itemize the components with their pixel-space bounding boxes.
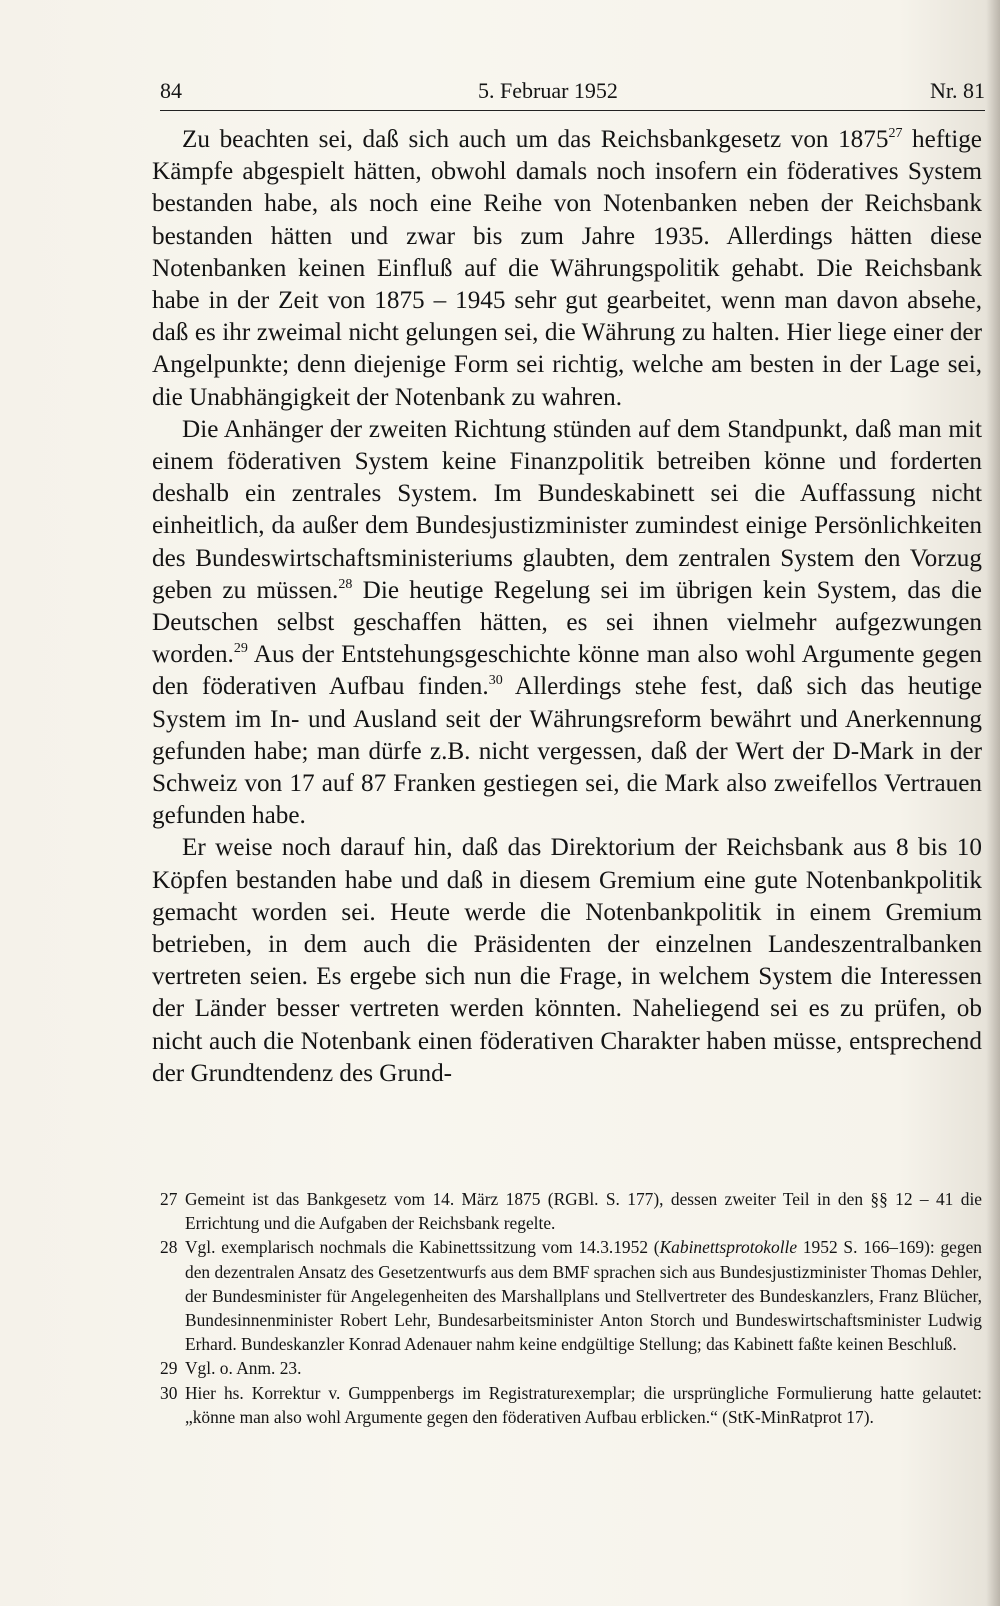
paragraph-text: heftige Kämpfe abgespielt hätten, obwohl damals noch insofern ein föderatives System bestanden habe, als noch eine Reihe von Notenbanken neben der Reichsbank bestanden hätten und zwar bis zum Jahre 1935. Allerdings hätten diese Notenbanken keinen Einfluß auf die Währungspolitik gehabt. Die Reichsbank habe in der Zeit von 1875 – 1945 sehr gut gearbeitet, wenn man davon absehe, daß es ihr zweimal nicht gelungen sei, die Währung zu halten. Hier liege einer der Angelpunkte; denn diejenige Form sei richtig, welche am besten in der Lage sei, die Unabhängigkeit der Notenbank zu wahren.	[152, 126, 982, 411]
page-number: 84	[160, 78, 182, 103]
paragraph	[152, 832, 982, 1090]
paragraph-text: Die Anhänger der zweiten Richtung stünden auf dem Standpunkt, daß man mit einem föderativen System keine Finanzpolitik betreiben könne und forderten deshalb ein zentrales System. Im Bundeskabinett sei die Auffassung nicht einheitlich, da außer dem Bundesjustizminister zumindest einige Persönlichkeiten des Bundeswirtschaftsministeriums glaubten, dem zentralen System den Vorzug geben zu müssen.	[152, 415, 982, 604]
footnote-number: 28	[160, 1237, 178, 1258]
footnote-reference: 27	[888, 126, 903, 141]
footnote	[160, 1235, 982, 1356]
footnote	[160, 1187, 982, 1235]
footnote-reference: 28	[338, 576, 353, 592]
footnote-reference: 30	[488, 673, 503, 689]
footnote-text: Gemeint ist das Bankgesetz vom 14. März 1875 (RGBl. S. 177), dessen zweiter Teil in den §§ 12 – 41 die Errichtung und die Aufgaben der Reichsbank regelte.	[185, 1189, 982, 1234]
footnote-text-part: 1952 S. 166–169): gegen den dezentralen Ansatz des Gesetzentwurfs aus dem BMF sprachen sich aus Bundesjustizminister Thomas Dehler, der Bundesminister für Angelegenheiten des Marshallplans und Stellvertreter des Bundeskanzlers, Franz Blücher, Bundesinnenminister Robert Lehr, Bundesarbeitsminister Anton Storch und Bundeswirtschaftsminister Ludwig Erhard. Bundeskanzler Konrad Adenauer nahm keine endgültige Stellung; das Kabinett faßte keinen Beschluß.	[185, 1237, 982, 1355]
footnote	[160, 1356, 982, 1380]
footnote-number: 29	[160, 1358, 178, 1379]
footnotes	[160, 1187, 982, 1429]
header-date: 5. Februar 1952	[478, 78, 618, 103]
footnote-number: 27	[160, 1189, 178, 1209]
paragraph-text: Aus der Entstehungsgeschichte könne man also wohl Argumente gegen den föderativen Aufbau finden.	[152, 641, 982, 701]
page-edge-shadow	[986, 0, 1000, 1606]
footnote	[160, 1381, 982, 1429]
footnote-number: 30	[160, 1382, 178, 1403]
running-header	[160, 78, 985, 111]
paragraph	[152, 414, 982, 833]
paragraph-text: Allerdings stehe fest, daß sich das heutige System im In- und Ausland seit der Währungsreform bewährt und Anerkennung gefunden habe; man dürfe z.B. nicht vergessen, daß der Wert der D-Mark in der Schweiz von 17 auf 87 Franken gestiegen sei, die Mark also zweifellos Vertrauen gefunden habe.	[152, 673, 982, 830]
footnote-text	[185, 1237, 982, 1354]
footnote-text: Vgl. o. Anm. 23.	[185, 1358, 302, 1379]
cited-work-title: Kabinettsprotokolle	[659, 1237, 798, 1258]
document-number: Nr. 81	[930, 78, 985, 103]
paragraph-text: Zu beachten sei, daß sich auch um das Reichsbankgesetz von 1875	[182, 126, 889, 153]
paragraph	[152, 124, 982, 414]
footnote-text: Hier hs. Korrektur v. Gumppenbergs im Registraturexemplar; die ursprüngliche Formulierung hatte gelautet: „könne man also wohl Argumente gegen den föderativen Aufbau erblicken.“ (StK-MinRatprot 17).	[185, 1382, 982, 1427]
footnote-text-part: Vgl. exemplarisch nochmals die Kabinettssitzung vom 14.3.1952 (	[185, 1237, 660, 1258]
main-text	[152, 124, 982, 1090]
paragraph-text: Die heutige Regelung sei im übrigen kein System, das die Deutschen selbst geschaffen hätten, es sei ihnen vielmehr aufgezwungen worden.	[152, 576, 982, 669]
footnote-reference: 29	[233, 641, 248, 657]
paragraph-text: Er weise noch darauf hin, daß das Direktorium der Reichsbank aus 8 bis 10 Köpfen bestanden habe und daß in diesem Gremium eine gute Notenbankpolitik gemacht worden sei. Heute werde die Notenbankpolitik in einem Gremium betrieben, in dem auch die Präsidenten der einzelnen Landeszentralbanken vertreten seien. Es ergebe sich nun die Frage, in welchem System die Interessen der Länder besser vertreten werden könnten. Naheliegend sei es zu prüfen, ob nicht auch die Notenbank einen föderativen Charakter haben müsse, entsprechend der Grundtendenz des Grund-	[152, 834, 982, 1087]
